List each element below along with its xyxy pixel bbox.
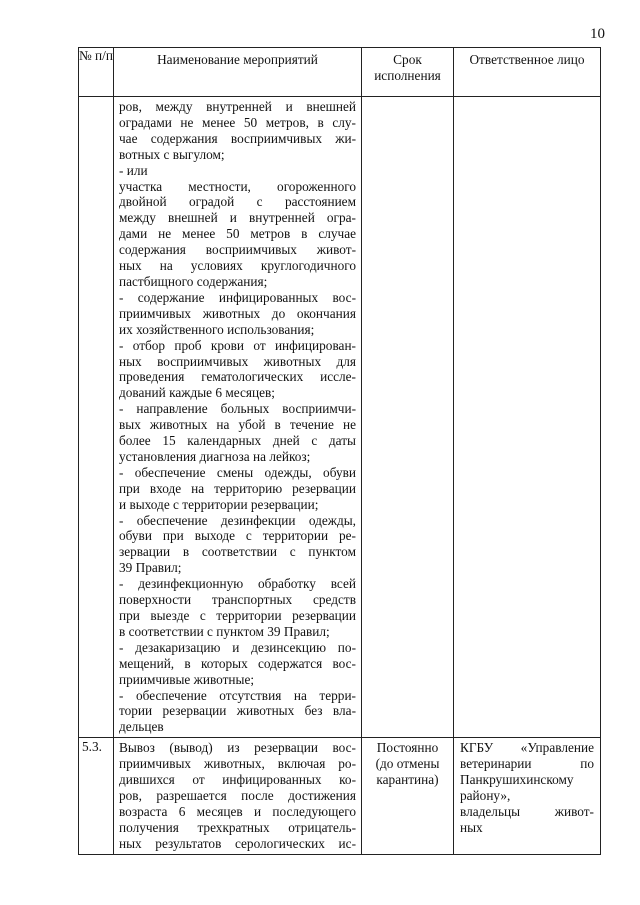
- measure-line: вотных с выгулом;: [119, 146, 225, 162]
- header-number-label: № п/п: [79, 48, 113, 63]
- measure-line: 39 Правил;: [119, 560, 182, 576]
- table-row: [79, 97, 601, 738]
- responsible-text: [454, 97, 600, 101]
- measure-line: приимчивых животных до окончания: [119, 305, 356, 321]
- measure-line: получения трехкратных отрицатель-: [119, 819, 356, 835]
- responsible-line: КГБУ «Управление: [460, 740, 594, 756]
- measures-table: [78, 47, 601, 855]
- term-line: (до отмены: [375, 756, 440, 772]
- measure-line: ров, разрешается после достижения: [119, 787, 356, 803]
- term-cell: [362, 738, 454, 854]
- header-name-label: Наименование мероприятий: [157, 52, 318, 67]
- responsible-text: [454, 738, 600, 837]
- header-term-label: Срок исполнения: [374, 52, 441, 83]
- measure-line: дований каждые 6 месяцев;: [119, 385, 275, 401]
- measure-line: вых животных на убой в течение не: [119, 417, 356, 433]
- measure-line: и выходе с территории резервации;: [119, 496, 319, 512]
- measure-line: - обеспечение дезинфекции одежды,: [119, 512, 356, 528]
- measure-line: возраста 6 месяцев и последующего: [119, 803, 356, 819]
- measure-line: приимчивых животных, включая ро-: [119, 756, 356, 772]
- measure-text-cell: [114, 738, 362, 854]
- term-line: Постоянно: [376, 740, 439, 756]
- measure-line: - обеспечение отсутствия на терри-: [119, 687, 356, 703]
- row-number-cell: [79, 97, 114, 738]
- measure-line: при входе на территорию резервации: [119, 480, 356, 496]
- measure-line: ных восприимчивых животных для: [119, 353, 356, 369]
- term-line: карантина): [376, 772, 439, 788]
- measure-line: Вывоз (вывод) из резервации вос-: [119, 740, 356, 756]
- measure-line: при выезде с территории резервации: [119, 608, 356, 623]
- measure-line: ных результатов серологических ис-: [119, 835, 356, 851]
- measure-line: - отбор проб крови от инфицирован-: [119, 337, 356, 353]
- measure-line: тории резервации животных без вла-: [119, 703, 356, 719]
- measure-line: между внешней и внутренней огра-: [119, 210, 356, 226]
- measure-text: [114, 97, 361, 737]
- term-text: [362, 97, 453, 101]
- responsible-line: ных: [460, 819, 483, 835]
- measure-line: их хозяйственного использования;: [119, 321, 315, 337]
- measure-line: дившихся от инфицированных ко-: [119, 772, 356, 788]
- measure-line: содержания восприимчивых живот-: [119, 242, 356, 258]
- header-term: [362, 48, 454, 97]
- measure-line: ных на условиях круглогодичного: [119, 258, 356, 274]
- term-text: [362, 738, 453, 790]
- measure-text: [114, 738, 361, 853]
- measure-line: пастбищного содержания;: [119, 273, 268, 289]
- measure-line: - или: [119, 162, 148, 178]
- measure-line: дами не менее 50 метров в случае: [119, 226, 356, 242]
- responsible-line: ветеринарии по: [460, 756, 594, 772]
- table-row: [79, 738, 601, 854]
- measure-line: мещений, в которых содержатся вос-: [119, 655, 356, 671]
- measure-line: оградами не менее 50 метров, в слу-: [119, 114, 356, 130]
- header-name: [114, 48, 362, 97]
- measure-line: приимчивые животные;: [119, 671, 255, 687]
- table-header-row: [79, 48, 601, 97]
- responsible-cell: [454, 97, 601, 738]
- measure-line: установления диагноза на лейкоз;: [119, 448, 311, 464]
- row-number-cell: [79, 738, 114, 854]
- measure-text-cell: [114, 97, 362, 738]
- responsible-line: Панкрушихинскому: [460, 772, 574, 788]
- header-responsible: [454, 48, 601, 97]
- header-number: [79, 48, 114, 97]
- measure-line: чае содержания восприимчивых жи-: [119, 130, 356, 146]
- measure-line: участка местности, огороженного: [119, 178, 356, 194]
- measure-line: более 15 календарных дней с даты: [119, 433, 356, 449]
- responsible-line: владельцы живот-: [460, 803, 594, 819]
- responsible-cell: [454, 738, 601, 854]
- measure-line: - обеспечение смены одежды, обуви: [119, 464, 356, 480]
- measure-line: в соответствии с пунктом 39 Правил;: [119, 623, 330, 639]
- measure-line: обуви при выходе с территории ре-: [119, 528, 356, 544]
- measure-line: - содержание инфицированных вос-: [119, 289, 356, 305]
- measure-line: проведения гематологических иссле-: [119, 369, 356, 385]
- row-number: [79, 97, 113, 99]
- measure-line: двойной оградой с расстоянием: [119, 194, 356, 210]
- header-responsible-label: Ответственное лицо: [469, 52, 585, 67]
- row-number: 5.3.: [82, 739, 102, 755]
- measure-line: ров, между внутренней и внешней: [119, 99, 356, 114]
- page-number: 10: [590, 26, 605, 42]
- measure-line: зервации в соответствии с пунктом: [119, 544, 356, 560]
- term-cell: [362, 97, 454, 738]
- measure-line: дельцев: [119, 719, 164, 735]
- measure-line: - дезакаризацию и дезинсекцию по-: [119, 639, 356, 655]
- measure-line: - дезинфекционную обработку всей: [119, 576, 356, 592]
- measure-line: - направление больных восприимчи-: [119, 401, 356, 417]
- responsible-line: району»,: [460, 787, 511, 803]
- measure-line: поверхности транспортных средств: [119, 592, 356, 608]
